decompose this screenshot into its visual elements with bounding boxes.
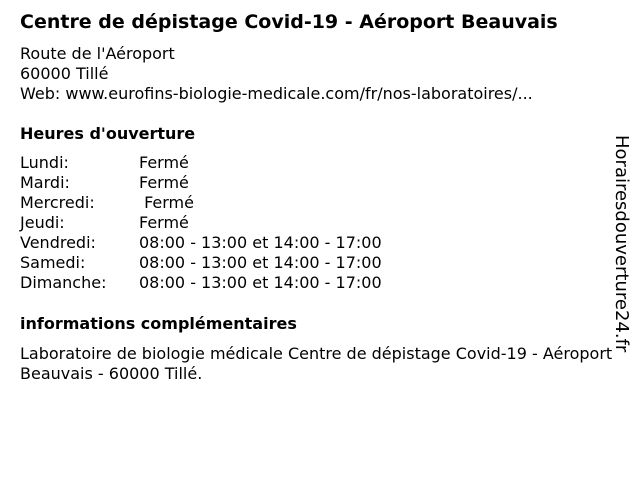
day-hours: Fermé <box>139 213 189 232</box>
hours-row <box>20 253 382 273</box>
day-hours: Fermé <box>139 173 189 192</box>
hours-row <box>20 153 382 173</box>
hours-row <box>20 273 382 293</box>
day-label: Jeudi: <box>20 213 65 232</box>
day-hours: Fermé <box>139 153 189 172</box>
address-street: Route de l'Aéroport <box>20 44 175 63</box>
website-link[interactable]: Web: www.eurofins-biologie-medicale.com/fr/nos-laboratoires/... <box>20 84 533 103</box>
day-label: Dimanche: <box>20 273 107 292</box>
day-label: Mercredi: <box>20 193 95 212</box>
day-hours: 08:00 - 13:00 et 14:00 - 17:00 <box>139 233 382 252</box>
watermark: Horairesdouverture24.fr <box>611 135 632 353</box>
day-hours: 08:00 - 13:00 et 14:00 - 17:00 <box>139 253 382 272</box>
day-label: Vendredi: <box>20 233 96 252</box>
hours-row <box>20 213 382 233</box>
hours-heading: Heures d'ouverture <box>20 124 196 143</box>
hours-row <box>20 173 382 193</box>
info-text: Laboratoire de biologie médicale Centre de dépistage Covid-19 - Aéroport Beauvais - 60000 Tillé. <box>20 344 613 383</box>
day-label: Samedi: <box>20 253 86 272</box>
day-label: Lundi: <box>20 153 69 172</box>
address-city: 60000 Tillé <box>20 64 109 83</box>
info-text-block <box>20 318 620 384</box>
info-heading: informations complémentaires <box>20 314 297 333</box>
hours-row <box>20 193 382 213</box>
day-label: Mardi: <box>20 173 70 192</box>
page-title: Centre de dépistage Covid-19 - Aéroport Beauvais <box>20 11 558 33</box>
address-block <box>20 44 533 104</box>
day-hours: 08:00 - 13:00 et 14:00 - 17:00 <box>139 273 382 292</box>
hours-row <box>20 233 382 253</box>
hours-table <box>20 153 382 293</box>
day-hours: Fermé <box>139 193 194 212</box>
